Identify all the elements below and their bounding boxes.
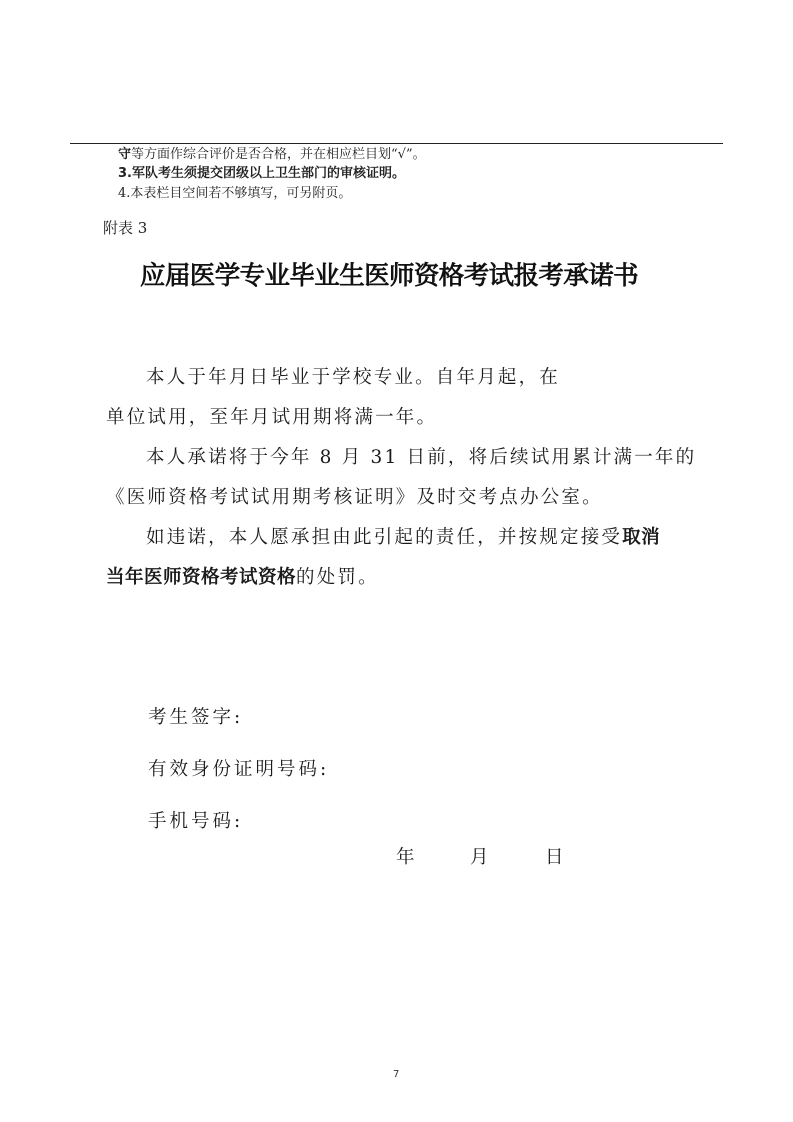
- paragraph-3-line-2: [106, 563, 379, 589]
- paragraph-1-line-1: 本人于年月日毕业于学校专业。自年月起，在: [146, 367, 561, 388]
- id-number-label: 有效身份证明号码:: [148, 759, 330, 780]
- page-number: 7: [393, 1069, 400, 1080]
- paragraph-3-line-1-text: 如违诺，本人愿承担由此引起的责任，并按规定接受: [146, 527, 623, 548]
- paragraph-3-line-2-bold: 当年医师资格考试资格: [106, 567, 297, 588]
- note-line-1-text: 等方面作综合评价是否合格，并在相应栏目划“√”。: [131, 147, 426, 162]
- note-line-1: [118, 146, 426, 163]
- date-year-label: 年: [396, 847, 415, 868]
- paragraph-1-line-2: 单位试用，至年月试用期将满一年。: [106, 407, 438, 428]
- paragraph-2-line-2: 《医师资格考试试用期考核证明》及时交考点办公室。: [106, 487, 603, 508]
- page-title: 应届医学专业毕业生医师资格考试报考承诺书: [140, 261, 639, 291]
- phone-number-label: 手机号码:: [148, 811, 244, 832]
- note-line-1-bold-prefix: 守: [118, 147, 132, 162]
- header-divider-line: [70, 143, 723, 144]
- candidate-signature-label: 考生签字:: [148, 707, 244, 728]
- note-line-2-military: 3.军队考生须提交团级以上卫生部门的审核证明。: [118, 166, 405, 181]
- paragraph-3-line-1: [146, 523, 660, 549]
- paragraph-2-line-1: 本人承诺将于今年 8 月 31 日前，将后续试用累计满一年的: [146, 447, 697, 468]
- note-line-3-attach-page: 4.本表栏目空间若不够填写，可另附页。: [118, 186, 352, 201]
- annex-label: 附表 3: [103, 219, 148, 237]
- date-day-label: 日: [545, 847, 564, 868]
- paragraph-3-line-2-text: 的处罚。: [296, 567, 379, 588]
- date-month-label: 月: [470, 847, 489, 868]
- paragraph-3-line-1-bold: 取消: [622, 527, 661, 548]
